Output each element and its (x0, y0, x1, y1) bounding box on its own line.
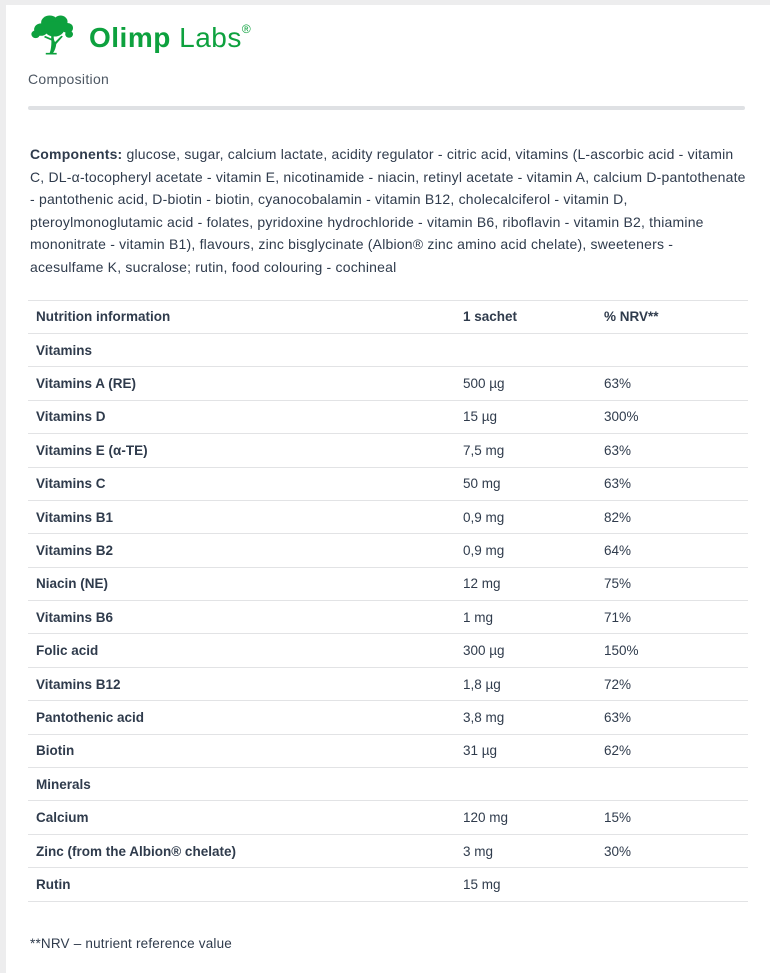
nutrient-nrv: 72% (604, 676, 632, 692)
nutrient-nrv: 63% (604, 709, 632, 725)
nutrient-nrv: 150% (604, 643, 639, 659)
nutrient-name: Pantothenic acid (36, 709, 145, 725)
nutrient-nrv: 15% (604, 810, 632, 826)
nutrition-table (28, 300, 748, 902)
nutrient-name: Zinc (from the Albion® chelate) (36, 843, 236, 859)
nutrient-nrv (596, 333, 748, 366)
tree-icon (28, 14, 76, 61)
brand-name (89, 23, 251, 52)
nutrient-amount: 50 mg (463, 476, 501, 492)
header-divider (28, 106, 745, 110)
nutrient-amount: 31 µg (463, 743, 498, 759)
table-row (28, 367, 748, 400)
column-header-1-sachet: 1 sachet (463, 309, 518, 325)
nutrient-nrv: 75% (604, 576, 632, 592)
table-row (28, 500, 748, 533)
nutrient-nrv: 71% (604, 609, 632, 625)
nutrition-table-header-row (28, 300, 748, 333)
nutrient-amount: 3,8 mg (463, 709, 505, 725)
nutrient-amount: 12 mg (463, 576, 501, 592)
table-row (28, 434, 748, 467)
brand-name-labs: Labs (179, 21, 242, 53)
nutrient-amount: 300 µg (463, 643, 505, 659)
nutrient-name: Biotin (36, 743, 75, 759)
table-row (28, 834, 748, 867)
nutrient-name: Vitamins B2 (36, 542, 114, 558)
table-row (28, 567, 748, 600)
nutrient-name: Calcium (36, 810, 89, 826)
nutrient-nrv: 300% (604, 409, 639, 425)
brand-logo (28, 16, 745, 58)
section-label-composition: Composition (28, 71, 110, 87)
table-row (28, 701, 748, 734)
table-row (28, 467, 748, 500)
nutrient-amount (455, 768, 596, 801)
nutrient-name: Vitamins A (RE) (36, 376, 137, 392)
nutrient-name: Vitamins B12 (36, 676, 121, 692)
nutrient-name: Vitamins D (36, 409, 106, 425)
nutrient-nrv: 30% (604, 843, 632, 859)
nutrient-amount: 15 µg (463, 409, 498, 425)
table-row (28, 333, 748, 366)
table-row (28, 868, 748, 901)
nutrient-name: Minerals (36, 776, 91, 792)
nutrient-amount: 120 mg (463, 810, 509, 826)
table-row (28, 667, 748, 700)
registered-mark: ® (241, 21, 252, 36)
nutrient-name: Rutin (36, 876, 71, 892)
nutrient-amount: 3 mg (463, 843, 494, 859)
nutrient-nrv: 82% (604, 509, 632, 525)
nutrient-name: Niacin (NE) (36, 576, 109, 592)
nutrient-name: Vitamins (36, 342, 93, 358)
nutrient-amount: 1 mg (463, 609, 494, 625)
column-header-nutrition-information: Nutrition information (36, 309, 171, 325)
table-row (28, 801, 748, 834)
column-header-nrv: % NRV** (604, 309, 659, 325)
table-row (28, 734, 748, 767)
nutrient-name: Folic acid (36, 643, 99, 659)
components-label: Components: (30, 146, 123, 162)
nutrient-nrv (596, 868, 748, 901)
nutrient-name: Vitamins B1 (36, 509, 114, 525)
nutrient-nrv: 62% (604, 743, 632, 759)
nutrient-nrv: 63% (604, 376, 632, 392)
nutrition-table-body (28, 333, 748, 901)
nutrient-nrv: 63% (604, 442, 632, 458)
nutrient-nrv: 64% (604, 542, 632, 558)
nutrient-amount: 500 µg (463, 376, 505, 392)
nutrient-name: Vitamins E (α-TE) (36, 442, 148, 458)
nrv-footnote: **NRV – nutrient reference value (30, 935, 233, 951)
table-row (28, 768, 748, 801)
nutrient-name: Vitamins C (36, 476, 106, 492)
nutrient-nrv (596, 768, 748, 801)
table-row (28, 400, 748, 433)
brand-name-olimp: Olimp (89, 21, 171, 53)
nutrient-amount: 15 mg (463, 876, 501, 892)
nutrient-amount: 7,5 mg (463, 442, 505, 458)
nutrient-amount: 0,9 mg (463, 542, 505, 558)
table-row (28, 534, 748, 567)
components-paragraph (30, 143, 746, 279)
table-row (28, 601, 748, 634)
nutrient-name: Vitamins B6 (36, 609, 114, 625)
nutrient-amount: 0,9 mg (463, 509, 505, 525)
nutrient-nrv: 63% (604, 476, 632, 492)
nutrient-amount (455, 333, 596, 366)
nutrient-amount: 1,8 µg (463, 676, 501, 692)
components-text: glucose, sugar, calcium lactate, acidity regulator - citric acid, vitamins (L-ascorbic acid - vitamin C, DL-α-tocopheryl acetate - vitamin E, nicotinamide - niacin, retinyl acetate - vitamin A, calcium D-pantothenate - pantothenic acid, D-biotin - biotin, cyanocobalamin - vitamin B12, cholecalciferol - vitamin D, pteroylmonoglutamic acid - folates, pyridoxine hydrochloride - vitamin B6, riboflavin - vitamin B2, thiamine mononitrate - vitamin B1), flavours, zinc bisglycinate (Albion® zinc amino acid chelate), sweeteners - acesulfame K, sucralose; rutin, food colouring - cochineal (30, 146, 746, 275)
table-row (28, 634, 748, 667)
